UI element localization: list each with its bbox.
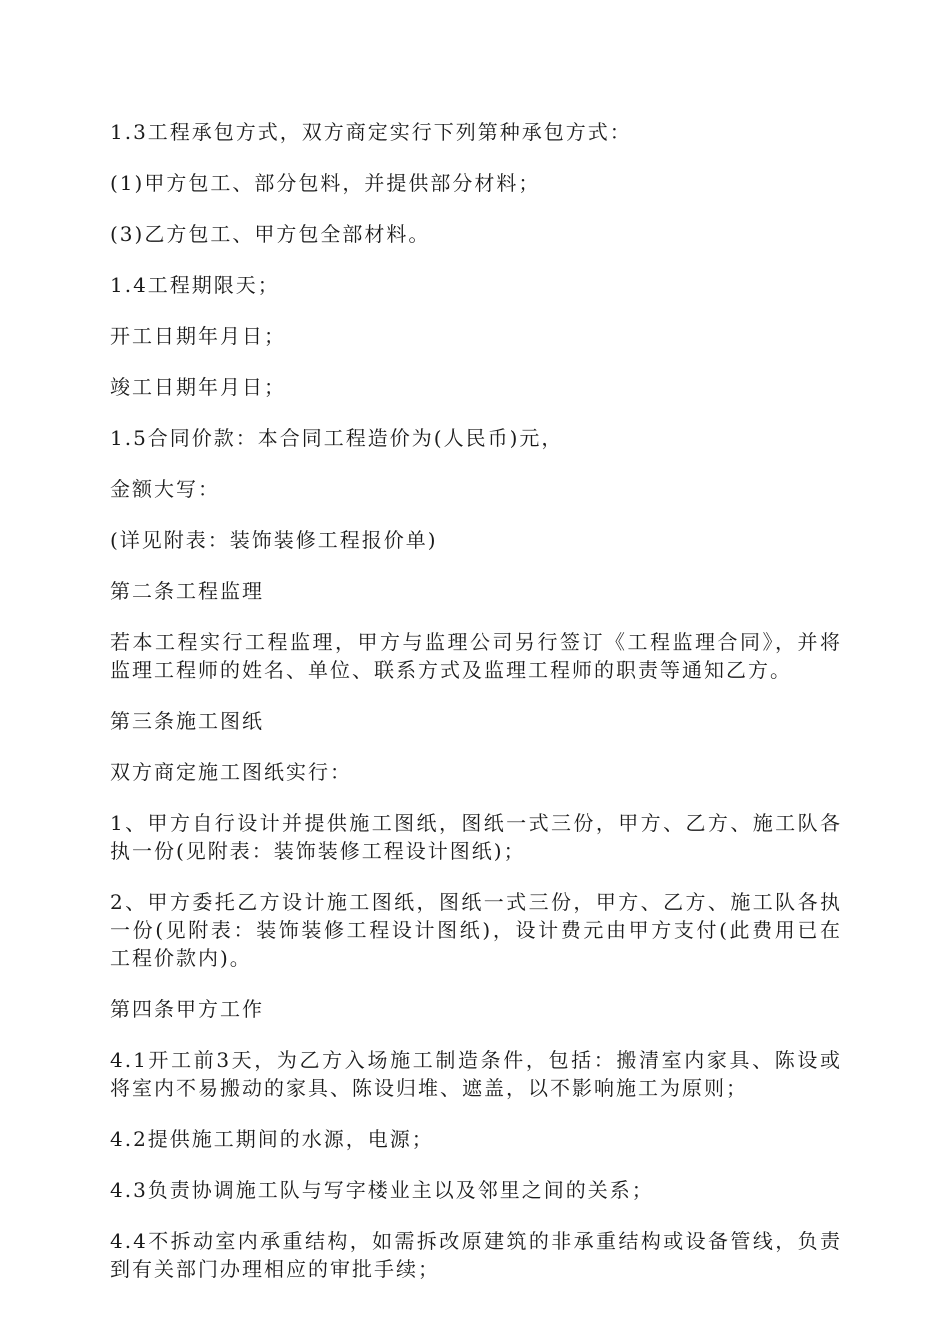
amount-in-words-line: 金额大写： xyxy=(110,477,220,501)
article-2-supervision-text: 若本工程实行工程监理，甲方与监理公司另行签订《工程监理合同》，并将监理工程师的姓名、单位、联系方式及监理工程师的职责等通知乙方。 xyxy=(110,630,842,682)
clause-1-5-contract-price: 1.5合同价款：本合同工程造价为(人民币)元， xyxy=(110,426,564,450)
article-3-item-1: 1、甲方自行设计并提供施工图纸，图纸一式三份，甲方、乙方、施工队各执一份(见附表：装饰装修工程设计图纸)； xyxy=(110,811,842,863)
start-date-line: 开工日期年月日； xyxy=(110,324,286,348)
option-3-full-materials: (3)乙方包工、甲方包全部材料。 xyxy=(110,222,431,246)
article-2-heading: 第二条工程监理 xyxy=(110,579,264,603)
clause-4-2: 4.2提供施工期间的水源，电源； xyxy=(110,1127,434,1151)
clause-1-4-duration: 1.4工程期限天； xyxy=(110,273,280,297)
article-3-intro: 双方商定施工图纸实行： xyxy=(110,760,352,784)
clause-1-3-contract-method: 1.3工程承包方式，双方商定实行下列第种承包方式： xyxy=(110,120,632,144)
option-1-partial-materials: (1)甲方包工、部分包料，并提供部分材料； xyxy=(110,171,541,195)
clause-4-3: 4.3负责协调施工队与写字楼业主以及邻里之间的关系； xyxy=(110,1178,654,1202)
clause-4-4: 4.4不拆动室内承重结构，如需拆改原建筑的非承重结构或设备管线，负责到有关部门办理相应的审批手续； xyxy=(110,1229,842,1281)
article-3-heading: 第三条施工图纸 xyxy=(110,709,264,733)
article-3-item-2: 2、甲方委托乙方设计施工图纸，图纸一式三份，甲方、乙方、施工队各执一份(见附表：装饰装修工程设计图纸)，设计费元由甲方支付(此费用已在工程价款内)。 xyxy=(110,890,842,970)
document-page xyxy=(110,118,842,1306)
quotation-reference: (详见附表：装饰装修工程报价单) xyxy=(110,528,438,552)
clause-4-1: 4.1开工前3天，为乙方入场施工制造条件，包括：搬清室内家具、陈设或将室内不易搬动的家具、陈设归堆、遮盖，以不影响施工为原则； xyxy=(110,1048,842,1100)
completion-date-line: 竣工日期年月日； xyxy=(110,375,286,399)
article-4-heading: 第四条甲方工作 xyxy=(110,997,264,1021)
